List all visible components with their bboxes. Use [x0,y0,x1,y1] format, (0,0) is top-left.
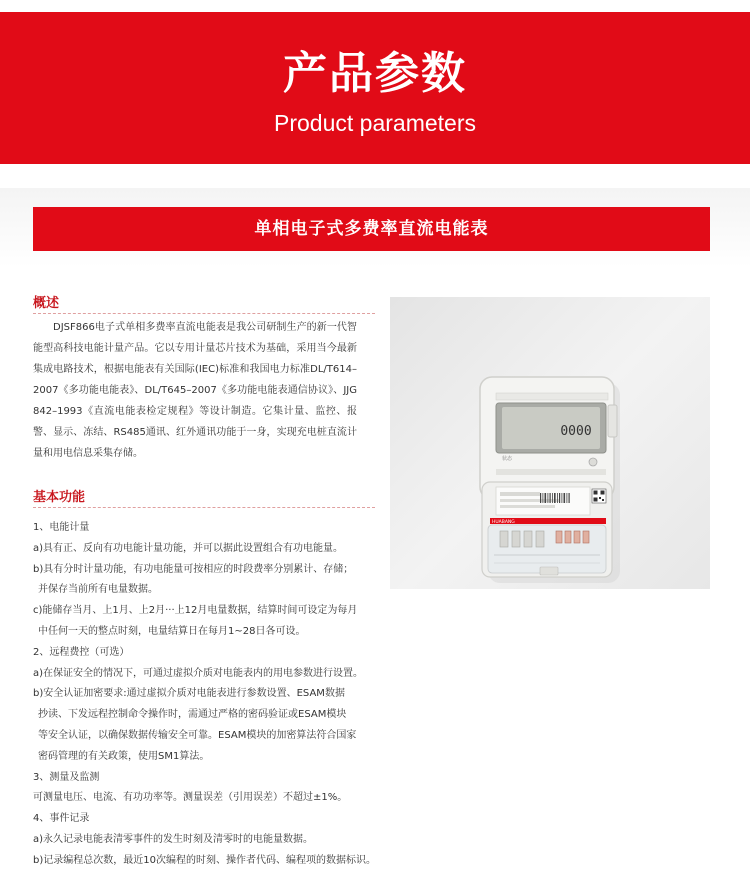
page-subtitle: Product parameters [274,110,476,136]
brand-logo: HUABANG [492,520,515,525]
overview-paragraph: DJSF866电子式单相多费率直流电能表是我公司研制生产的新一代智能型高科技电能计量产品。它以专用计量芯片技术为基础，采用当今最新集成电路技术，根据电能表有关国际(IEC)标准和我国电力标准DL/T614–2007《多功能电能表》、DL/T645–2007《多功能电能表通信协议》、JJG 842–1993《直流电能表检定规程》等设计制造。它集计量、监控、报警、显示、冻结、RS485通讯、红外通讯功能于一身，实现充电桩直流计量和用电信息采集存储。 [33,322,357,459]
page-title: 产品参数 [283,48,467,99]
qr-code-icon [592,489,606,503]
function-line: 可测量电压、电流、有功功率等。测量误差（引用误差）不超过±1%。 [33,792,348,804]
svg-text:状态: 状态 [502,456,513,462]
overview-divider [33,313,375,314]
function-line: b)记录编程总次数，最近10次编程的时刻、操作者代码、编程项的数据标识。 [33,854,376,866]
function-line: 1、电能计量 [33,522,90,533]
function-line: 并保存当前所有电量数据。 [38,584,158,596]
electric-meter-illustration [390,297,710,589]
function-line: a)具有正、反向有功电能计量功能，并可以据此设置组合有功电能量。 [33,542,344,554]
function-line: 2、远程费控（可选） [33,646,130,658]
overview-heading: 概述 [33,296,60,311]
functions-list [33,518,376,871]
function-line: 抄读、下发远程控制命令操作时，需通过严格的密码验证或ESAM模块 [38,709,347,721]
function-line: a)永久记录电能表清零事件的发生时刻及清零时的电能量数据。 [33,833,314,845]
function-line: b)具有分时计量功能，有功电能量可按相应的时段费率分别累计、存储； [33,563,354,575]
lcd-digits: 0000 [560,424,592,439]
function-line: b)安全认证加密要求:通过虚拟介质对电能表进行参数设置、ESAM数据 [33,688,345,700]
functions-heading: 基本功能 [33,490,86,505]
function-line: 3、测量及监测 [33,771,100,783]
product-name-banner: 单相电子式多费率直流电能表 [33,207,710,251]
function-line: 4、事件记录 [33,813,90,825]
function-line: a)在保证安全的情况下，可通过虚拟介质对电能表内的用电参数进行设置。 [33,667,364,679]
function-line: c)能储存当月、上1月、上2月···上12月电量数据，结算时间可设定为每月 [33,605,358,617]
header-banner [0,12,750,164]
function-line: 中任何一天的整点时刻，电量结算日在每月1~28日各可设。 [38,625,306,637]
function-line: 等安全认证，以确保数据传输安全可靠。ESAM模块的加密算法符合国家 [38,729,357,741]
product-photo [390,297,710,589]
infrared-port-icon [589,458,597,466]
functions-divider [33,507,375,508]
overview-text-block [33,317,357,464]
function-line: 密码管理的有关政策，使用SM1算法。 [38,750,210,762]
